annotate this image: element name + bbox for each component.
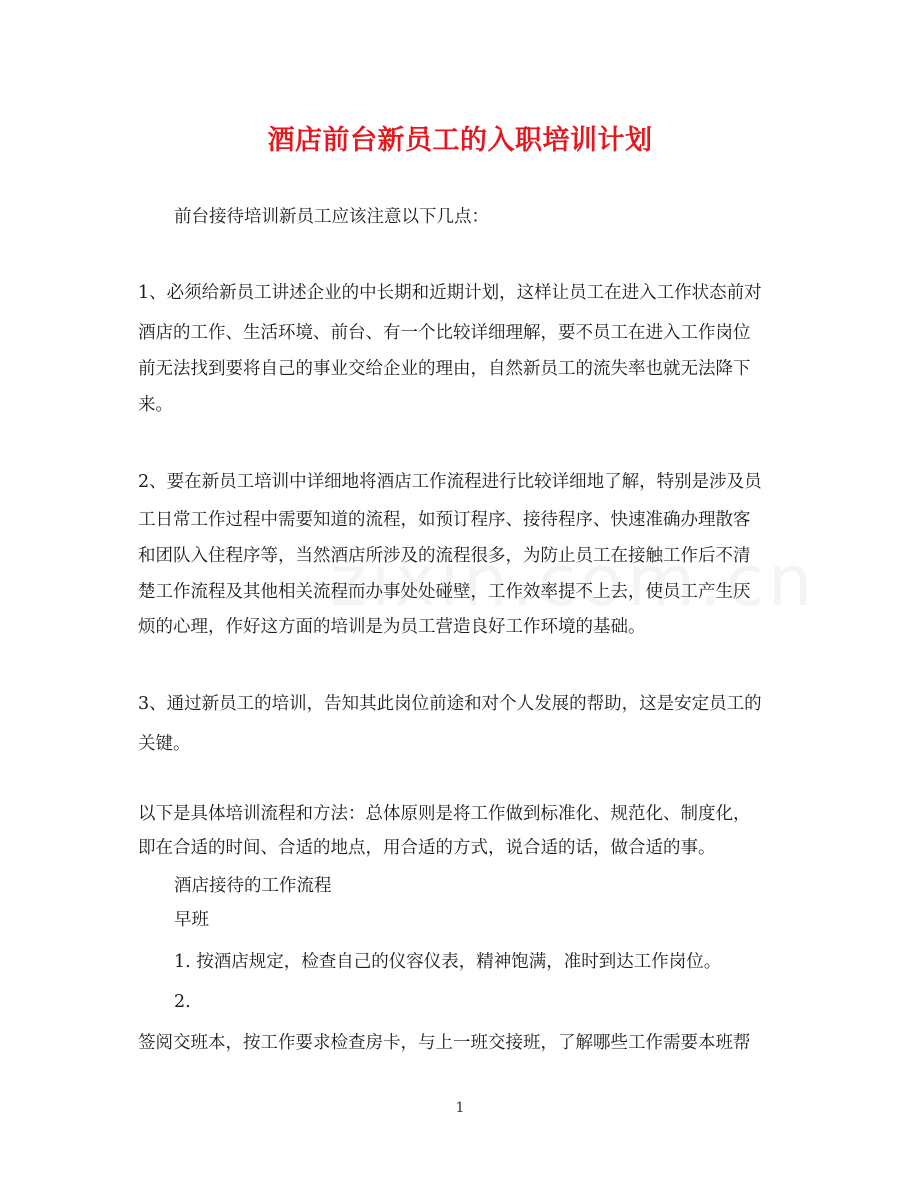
method-line: 即在合适的时间、合适的地点，用合适的方式，说合适的话，做合适的事。 (138, 838, 716, 858)
flow-title: 酒店接待的工作流程 (174, 876, 332, 896)
document-title: 酒店前台新员工的入职培训计划 (267, 125, 653, 156)
step-2-number: 2. (174, 992, 191, 1012)
item-2-line: 和团队入住程序等，当然酒店所涉及的流程很多，为防止员工在接触工作后不清 (138, 546, 751, 566)
item-1-line: 来。 (138, 395, 173, 415)
item-1-line: 前无法找到要将自己的事业交给企业的理由，自然新员工的流失率也就无法降下 (138, 359, 751, 379)
item-3-line: 关键。 (138, 734, 191, 754)
step-2-text: 签阅交班本，按工作要求检查房卡，与上一班交接班，了解哪些工作需要本班帮 (138, 1033, 751, 1053)
intro-line: 前台接待培训新员工应该注意以下几点： (174, 207, 489, 227)
shift-label: 早班 (174, 910, 209, 930)
step-1-text: 1. 按酒店规定，检查自己的仪容仪表，精神饱满，准时到达工作岗位。 (174, 952, 722, 972)
item-1-line: 1、必须给新员工讲述企业的中长期和近期计划，这样让员工在进入工作状态前对 (138, 283, 762, 303)
item-1-line: 酒店的工作、生活环境、前台、有一个比较详细理解，要不员工在进入工作岗位 (138, 323, 751, 343)
item-2-line: 工日常工作过程中需要知道的流程，如预订程序、接待程序、快速准确办理散客 (138, 510, 751, 530)
method-line: 以下是具体培训流程和方法：总体原则是将工作做到标准化、规范化、制度化， (138, 804, 751, 824)
item-2-line: 烦的心理，作好这方面的培训是为员工营造良好工作环境的基础。 (138, 617, 646, 637)
page-number: 1 (455, 1100, 465, 1116)
item-3-line: 3、通过新员工的培训，告知其此岗位前途和对个人发展的帮助，这是安定员工的 (138, 694, 762, 714)
item-2-line: 2、要在新员工培训中详细地将酒店工作流程进行比较详细地了解，特别是涉及员 (138, 472, 762, 492)
item-2-line: 楚工作流程及其他相关流程而办事处处碰壁，工作效率提不上去，使员工产生厌 (138, 582, 751, 602)
